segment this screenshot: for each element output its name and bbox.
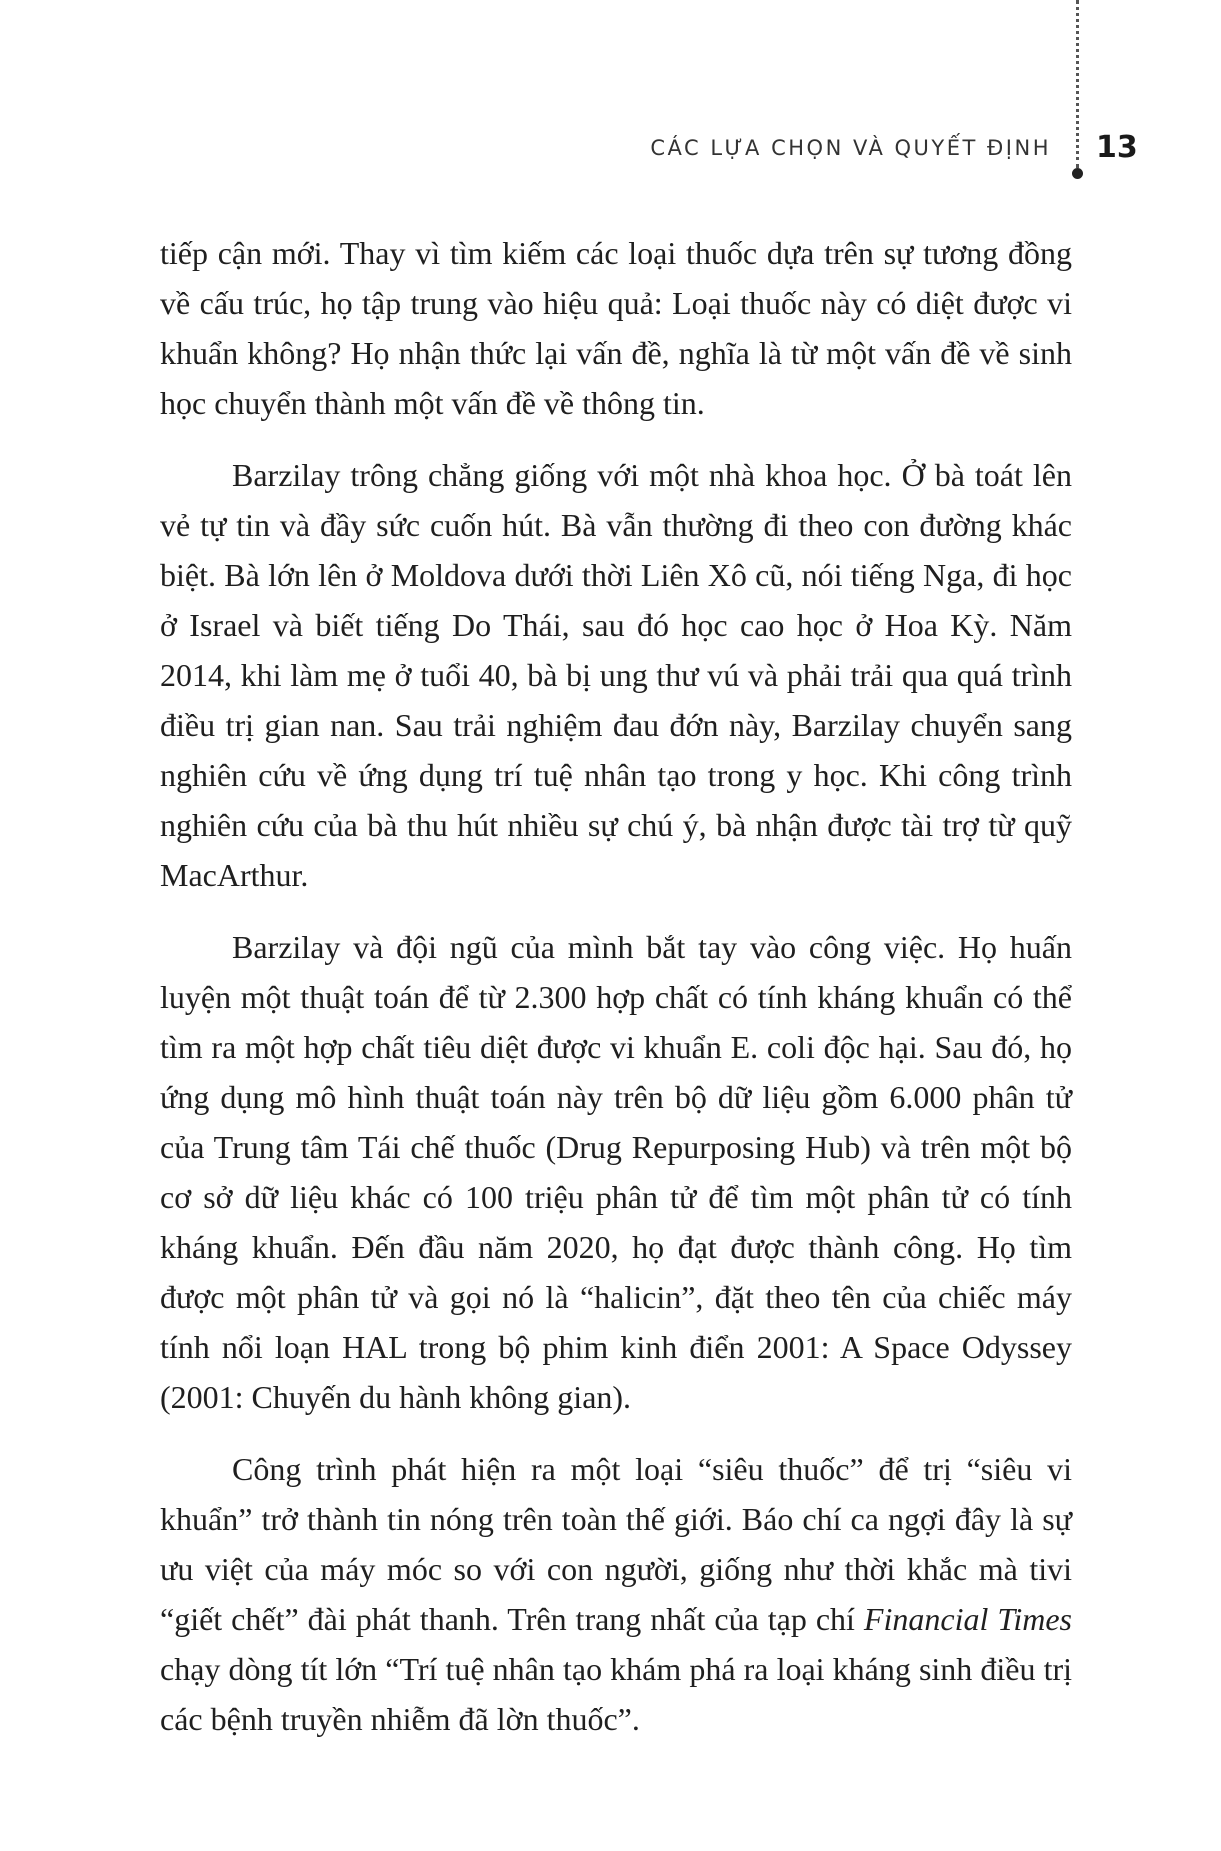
header-dotted-rule: [1076, 0, 1079, 168]
paragraph-4: [160, 1444, 1072, 1744]
paragraph-3: Barzilay và đội ngũ của mình bắt tay vào công việc. Họ huấn luyện một thuật toán để từ 2.300 hợp chất có tính kháng khuẩn có thể tìm ra một hợp chất tiêu diệt được vi khuẩn E. coli độc hại. Sau đó, họ ứng dụng mô hình thuật toán này trên bộ dữ liệu gồm 6.000 phân tử của Trung tâm Tái chế thuốc (Drug Repurposing Hub) và trên một bộ cơ sở dữ liệu khác có 100 triệu phân tử để tìm một phân tử có tính kháng khuẩn. Đến đầu năm 2020, họ đạt được thành công. Họ tìm được một phân tử và gọi nó là “halicin”, đặt theo tên của chiếc máy tính nổi loạn HAL trong bộ phim kinh điển 2001: A Space Odyssey (2001: Chuyến du hành không gian).: [160, 929, 1072, 1415]
paragraph-4-italic-title: Financial Times: [863, 1601, 1073, 1637]
body-text: [160, 228, 1072, 1766]
paragraph-4-text-before: Công trình phát hiện ra một loại “siêu thuốc” để trị “siêu vi khuẩn” trở thành tin nóng trên toàn thế giới. Báo chí ca ngợi đây là sự ưu việt của máy móc so với con người, giống như thời khắc mà tivi “giết chết” đài phát thanh. Trên trang nhất của tạp chí: [160, 1451, 1072, 1637]
page-number: 13: [1096, 130, 1138, 165]
paragraph-4-text-after: chạy dòng tít lớn “Trí tuệ nhân tạo khám phá ra loại kháng sinh điều trị các bệnh truyền nhiễm đã lờn thuốc”.: [160, 1651, 1072, 1737]
running-title: CÁC LỰA CHỌN VÀ QUYẾT ĐỊNH: [650, 136, 1051, 160]
paragraph-2: Barzilay trông chẳng giống với một nhà khoa học. Ở bà toát lên vẻ tự tin và đầy sức cuốn hút. Bà vẫn thường đi theo con đường khác biệt. Bà lớn lên ở Moldova dưới thời Liên Xô cũ, nói tiếng Nga, đi học ở Israel và biết tiếng Do Thái, sau đó học cao học ở Hoa Kỳ. Năm 2014, khi làm mẹ ở tuổi 40, bà bị ung thư vú và phải trải qua quá trình điều trị gian nan. Sau trải nghiệm đau đớn này, Barzilay chuyển sang nghiên cứu về ứng dụng trí tuệ nhân tạo trong y học. Khi công trình nghiên cứu của bà thu hút nhiều sự chú ý, bà nhận được tài trợ từ quỹ MacArthur.: [160, 457, 1072, 893]
header-rule-dot: [1072, 168, 1083, 179]
paragraph-1: tiếp cận mới. Thay vì tìm kiếm các loại thuốc dựa trên sự tương đồng về cấu trúc, họ tập trung vào hiệu quả: Loại thuốc này có diệt được vi khuẩn không? Họ nhận thức lại vấn đề, nghĩa là từ một vấn đề về sinh học chuyển thành một vấn đề về thông tin.: [160, 235, 1072, 421]
